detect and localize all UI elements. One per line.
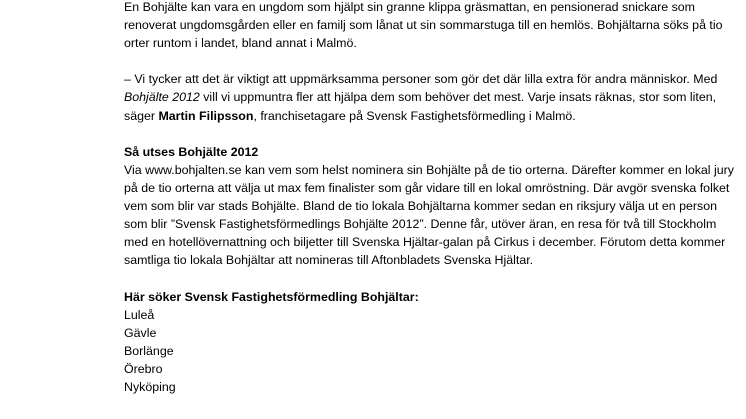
- list-item: Borlänge: [124, 343, 174, 358]
- list-item: Nyköping: [124, 379, 176, 394]
- quote-italic-title: Bohjälte 2012: [124, 90, 200, 105]
- intro-paragraph: En Bohjälte kan vara en ungdom som hjälpt sin granne klippa gräsmattan, en pensionerad snickare som renoverat ungdomsgården eller en familj som lånat ut sin sommarstuga till en hemlös. Bohjältarna söks på tio orter runtom i landet, bland annat i Malmö.: [124, 0, 723, 51]
- quote-text-1: – Vi tycker att det är viktigt att uppmärksamma personer som gör det där lilla extra för andra människor. Med: [124, 72, 718, 87]
- quote-paragraph: [124, 70, 734, 124]
- section-heading-selection: Så utses Bohjälte 2012: [124, 144, 259, 159]
- list-item: Luleå: [124, 307, 155, 322]
- list-item: Örebro: [124, 361, 163, 376]
- quote-text-2: vill vi uppmuntra fler att hjälpa dem som behöver det mest. Varje insats räknas, stor som liten, säger: [124, 90, 717, 123]
- city-list: [124, 306, 734, 396]
- quote-speaker: Martin Filipsson: [158, 108, 254, 123]
- document-body: [124, 0, 734, 396]
- list-item: Gävle: [124, 325, 157, 340]
- selection-paragraph: Via www.bohjalten.se kan vem som helst nominera sin Bohjälte på de tio orterna. Därefter kommer en lokal jury på de tio orterna att välja ut max fem finalister som går vidare till en lokal omröstning. Där avgör svenska folket vem som blir var stads Bohjälte. Bland de tio lokala Bohjältarna kommer sedan en riksjury välja ut en person som blir ”Svensk Fastighetsförmedlings Bohjälte 2012”. Denne får, utöver äran, en resa för två till Stockholm med en hotellövernattning och biljetter till Svenska Hjältar-galan på Cirkus i december. Förutom detta kommer samtliga tio lokala Bohjältar att nomineras till Aftonbladets Svenska Hjältar.: [124, 162, 734, 268]
- quote-text-3: , franchisetagare på Svensk Fastighetsförmedling i Malmö.: [253, 108, 576, 123]
- section-heading-cities: Här söker Svensk Fastighetsförmedling Bohjältar:: [124, 289, 419, 304]
